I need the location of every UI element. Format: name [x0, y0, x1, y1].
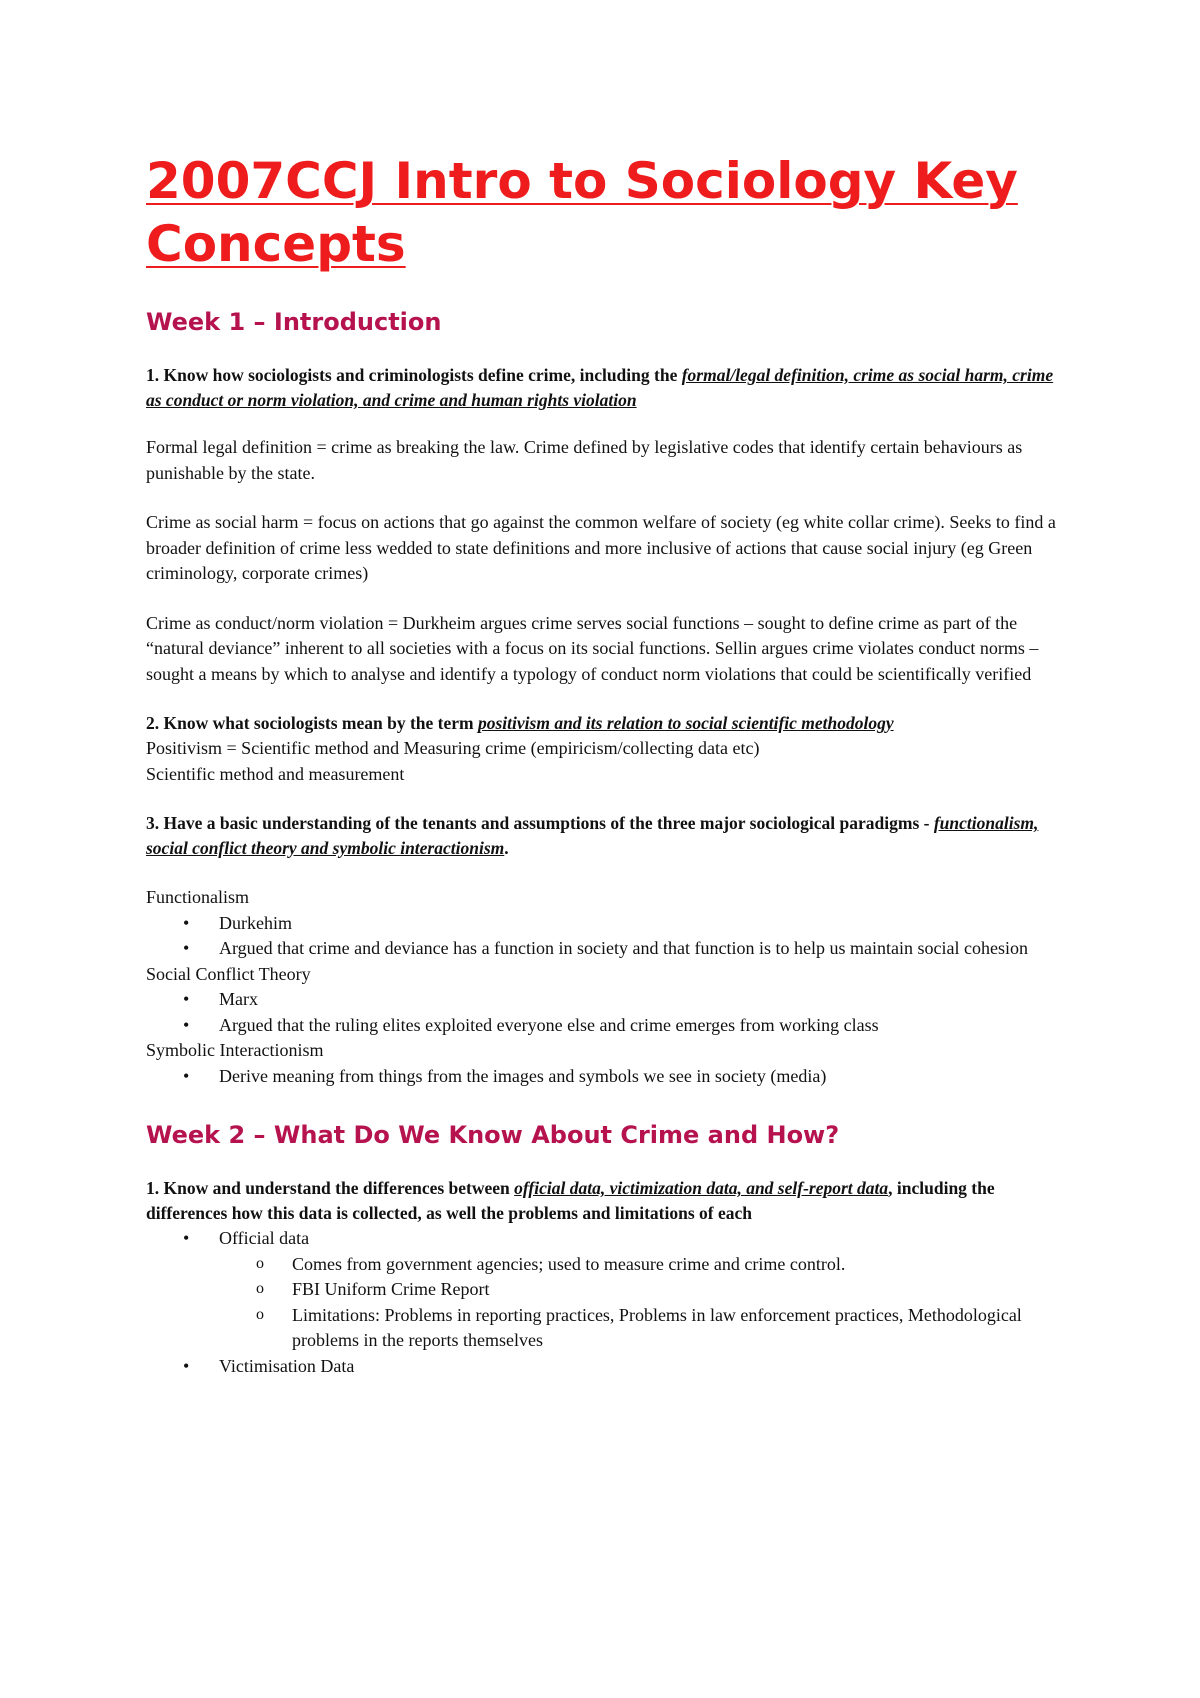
- data-types-list: [146, 1226, 1066, 1379]
- paragraph-formal-legal-definition: Formal legal definition = crime as breaking the law. Crime defined by legislative codes that identify certain behaviours as punishable by the state.: [146, 437, 1023, 483]
- paragraph-conduct-norm-violation: Crime as conduct/norm violation = Durkheim argues crime serves social functions – sought to define crime as part of the “natural deviance” inherent to all societies with a focus on its social functions. Sellin argues crime violates conduct norms – sought a means by which to analyse and identify a typology of conduct norm violations that could be scientifically verified: [146, 612, 1039, 684]
- week2-question-1: 1. Know and understand the differences between official data, victimization data, and self-report data, including the differences how this data is collected, as well the problems and limitations of each: [146, 1178, 995, 1223]
- paragraph-positivism: Positivism = Scientific method and Measuring crime (empiricism/collecting data etc): [146, 738, 760, 758]
- list-item: • Argued that crime and deviance has a function in society and that function is to help us maintain social cohesion: [146, 936, 1066, 962]
- sub-list-item: o Limitations: Problems in reporting practices, Problems in law enforcement practices, Methodological problems in the reports themselves: [146, 1303, 1066, 1354]
- week1-question-1: 1. Know how sociologists and criminologists define crime, including the formal/legal definition, crime as social harm, crime as conduct or norm violation, and crime and human rights violation: [146, 365, 1054, 410]
- social-conflict-list: [146, 987, 1066, 1038]
- list-item: [146, 1226, 1066, 1354]
- document-title: 2007CCJ Intro to Sociology Key Concepts: [146, 152, 1018, 273]
- list-item: • Durkehim: [146, 911, 1066, 937]
- week2-heading: Week 2 – What Do We Know About Crime and How?: [146, 1121, 840, 1149]
- list-item: • Victimisation Data: [146, 1354, 1066, 1380]
- social-conflict-label: Social Conflict Theory: [146, 963, 311, 984]
- official-data-sublist: [146, 1252, 1066, 1354]
- list-item: • Argued that the ruling elites exploited everyone else and crime emerges from working class: [146, 1013, 1066, 1039]
- symbolic-interactionism-list: [146, 1064, 1066, 1090]
- functionalism-list: [146, 911, 1066, 962]
- document-page: [146, 150, 1066, 1379]
- list-item: • Marx: [146, 987, 1066, 1013]
- list-item: • Derive meaning from things from the images and symbols we see in society (media): [146, 1064, 1066, 1090]
- functionalism-label: Functionalism: [146, 887, 249, 907]
- week1-question-3: 3. Have a basic understanding of the tenants and assumptions of the three major sociological paradigms - functionalism, social conflict theory and symbolic interactionism.: [146, 813, 1039, 858]
- symbolic-interactionism-label: Symbolic Interactionism: [146, 1040, 324, 1060]
- week1-question-2: 2. Know what sociologists mean by the term positivism and its relation to social scientific methodology: [146, 713, 894, 733]
- sub-list-item: o FBI Uniform Crime Report: [146, 1277, 1066, 1303]
- sub-list-item: o Comes from government agencies; used to measure crime and crime control.: [146, 1252, 1066, 1278]
- official-data-label: Official data: [219, 1228, 310, 1248]
- paragraph-social-harm: Crime as social harm = focus on actions that go against the common welfare of society (eg white collar crime). Seeks to find a broader definition of crime less wedded to state definitions and more inclusive of actions that cause social injury (eg Green criminology, corporate crimes): [146, 512, 1056, 583]
- paragraph-scientific-method: Scientific method and measurement: [146, 763, 405, 784]
- week1-heading: Week 1 – Introduction: [146, 308, 442, 336]
